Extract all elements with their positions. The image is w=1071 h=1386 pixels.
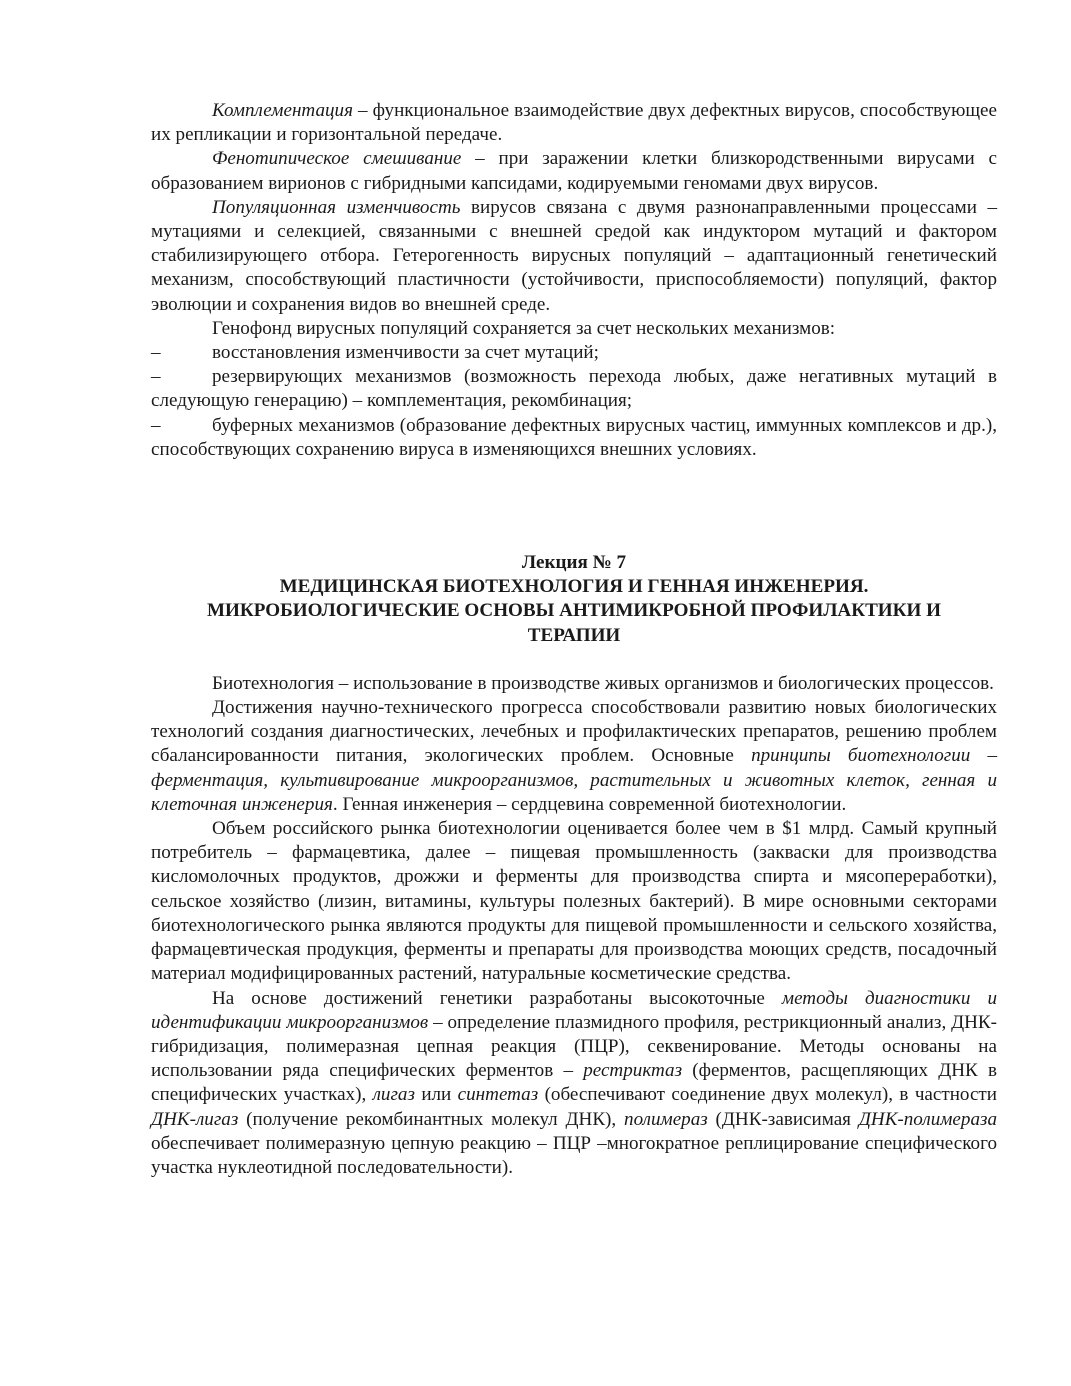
emphasis-dna-polymerase: ДНК-полимераза: [858, 1108, 997, 1130]
list-item-text: буферных механизмов (образование дефектных вирусных частиц, иммунных комплексов и др.), способствующих сохранению вируса в изменяющихся внешних условиях.: [151, 414, 997, 460]
term-population-variability: Популяционная изменчивость: [212, 196, 461, 218]
list-item: [151, 341, 997, 365]
text-segment: Достижения научно-технического прогресса способствовали развитию новых биологических технологий создания диагностических, лечебных и профилактических препаратов, решению проблем сбалансированности питания, экологических проблем. Основные: [151, 697, 997, 767]
list-item: [151, 365, 997, 413]
list-item: [151, 414, 997, 462]
term-complementation: Комплементация: [212, 100, 353, 121]
dash-marker: –: [151, 414, 161, 436]
lecture-heading: [151, 551, 997, 648]
text-segment: На основе достижений генетики разработаны высокоточные: [212, 987, 782, 1009]
paragraph-complementation: [151, 99, 997, 147]
lecture-title-line-1: МЕДИЦИНСКАЯ БИОТЕХНОЛОГИЯ И ГЕННАЯ ИНЖЕНЕРИЯ.: [279, 576, 869, 598]
text-segment: (обеспечивают соединение двух молекул), в частности: [538, 1084, 997, 1106]
text-segment: (ДНК-зависимая: [707, 1108, 859, 1130]
paragraph-phenotypic-mixing: [151, 147, 997, 195]
text-complementation: – функциональное взаимодействие двух дефектных вирусов, способствующее их репликации и горизонтальной передаче.: [151, 100, 997, 146]
lecture-title-line-3: ТЕРАПИИ: [527, 624, 621, 646]
emphasis-methods: методы диагностики и идентификации микроорганизмов: [151, 987, 997, 1033]
text-population-variability: вирусов связана с двумя разнонаправленными процессами – мутациями и селекцией, связанными с внешней средой как индуктором мутаций и фактором стабилизирующего отбора. Гетерогенность вирусных популяций – адаптационный генетический механизм, способствующий пластичности (устойчивости, приспособляемости) популяций, фактор эволюции и сохранения видов во внешней среде.: [151, 196, 997, 315]
emphasis-ligases: лигаз: [372, 1084, 415, 1106]
paragraph-market: Объем российского рынка биотехнологии оценивается более чем в $1 млрд. Самый крупный потребитель – фармацевтика, далее – пищевая промышленность (закваски для производства кисломолочных продуктов, дрожжи и ферменты для производства спирта и мясопереработки), сельское хозяйство (лизин, витамины, культуры полезных бактерий). В мире основными секторами биотехнологического рынка являются продукты для пищевой промышленности и сельского хозяйства, фармацевтическая продукция, ферменты и препараты для производства моющих средств, посадочный материал модифицированных растений, натуральные косметические средства.: [151, 818, 997, 985]
lecture-body: [151, 672, 997, 1180]
text-segment: обеспечивает полимеразную цепную реакцию – ПЦР –многократное реплицирование специфического участка нуклеотидной последовательности).: [151, 1132, 997, 1178]
text-phenotypic-mixing: – при заражении клетки близкородственными вирусами с образованием вирионов с гибридными капсидами, кодируемыми геномами двух вирусов.: [151, 148, 997, 194]
term-phenotypic-mixing: Фенотипическое смешивание: [212, 148, 462, 170]
paragraph-gene-pool: Генофонд вирусных популяций сохраняется за счет нескольких механизмов:: [212, 317, 836, 339]
lecture-number: Лекция № 7: [521, 552, 627, 574]
text-segment: – определение плазмидного профиля, рестрикционный анализ, ДНК-гибридизация, полимеразная цепная реакция (ПЦР), секвенирование. Методы основаны на использовании ряда специфических ферментов –: [151, 1011, 997, 1082]
dash-marker: –: [151, 366, 161, 388]
list-item-text: восстановления изменчивости за счет мутаций;: [212, 342, 599, 364]
paragraph-population-variability: [151, 196, 997, 317]
emphasis-dna-ligases: ДНК-лигаз: [151, 1108, 239, 1130]
lecture-title-line-2: МИКРОБИОЛОГИЧЕСКИЕ ОСНОВЫ АНТИМИКРОБНОЙ ПРОФИЛАКТИКИ И: [207, 600, 941, 622]
paragraph-achievements: [151, 696, 997, 817]
paragraph-biotech-definition: Биотехнология – использование в производстве живых организмов и биологических процессов.: [212, 672, 994, 694]
text-segment: или: [414, 1084, 458, 1106]
emphasis-polymerases: полимераз: [624, 1108, 708, 1130]
emphasis-synthetases: синтетаз: [457, 1084, 539, 1106]
text-segment: . Генная инженерия – сердцевина современной биотехнологии.: [332, 793, 847, 815]
dash-marker: –: [151, 342, 161, 364]
text-segment: (ферментов, расщепляющих ДНК в специфических участках),: [151, 1060, 997, 1106]
emphasis-biotech-principles: принципы биотехнологии – ферментация, культивирование микроорганизмов, растительных и животных клеток, генная и клеточная инженерия: [151, 745, 998, 815]
list-item-text: резервирующих механизмов (возможность перехода любых, даже негативных мутаций в следующую генерацию) – комплементация, рекомбинация;: [151, 366, 997, 412]
emphasis-restrictases: рестриктаз: [583, 1060, 683, 1082]
paragraph-diagnostic-methods: [151, 987, 997, 1181]
text-segment: (получение рекомбинантных молекул ДНК),: [238, 1108, 625, 1130]
